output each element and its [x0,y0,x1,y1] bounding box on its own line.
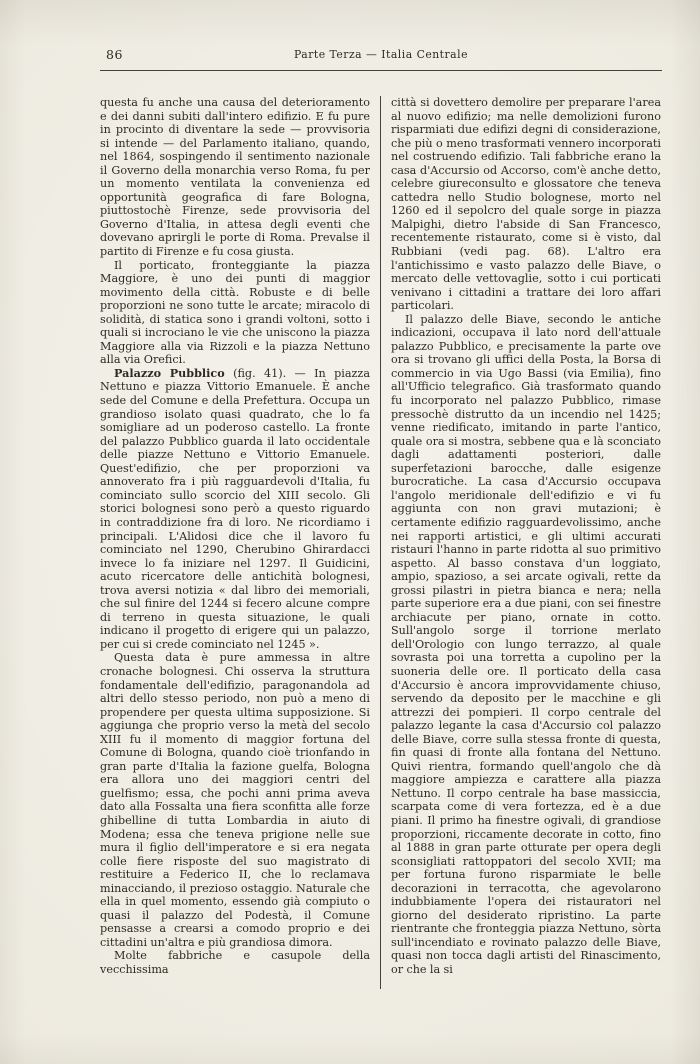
paragraph-bold-lead: Palazzo Pubblico [114,365,225,380]
paragraph: Questa data è pure ammessa in altre cronache bolognesi. Chi osserva la struttura fondamentale dell'edifizio, paragonandola ad altri dello stesso periodo, non può a meno di propendere per questa ultima supposizione. Si aggiunga che proprio verso la metà del secolo XIII fu il momento di maggior fortuna del Comune di Bologna, quando cioè trionfando in gran parte d'Italia la fazione guelfa, Bologna era allora uno dei maggiori centri del guelfismo; essa, che pochi anni prima aveva dato alla Fossalta una fiera sconfitta alle forze ghibelline di tutta Lombardia in aiuto di Modena; essa che teneva prigione nelle sue mura il figlio dell'imperatore e si era negata colle fiere risposte del suo magistrato di restituire a Federico II, che lo reclamava minacciando, il prezioso ostaggio. Naturale che ella in quel momento, essendo già compiuto o quasi il palazzo del Podestà, il Comune pensasse a crearsi a comodo proprio e dei cittadini un'altra e più grandiosa dimora. [100,651,370,949]
paragraph: Palazzo Pubblico (fig. 41). — In piazza Nettuno e piazza Vittorio Emanuele. È anche sede del Comune e della Prefettura. Occupa un grandioso isolato quasi quadrato, che lo fa somigliare ad un poderoso castello. La fronte del palazzo Pubblico guarda il lato occidentale delle piazze Nettuno e Vittorio Emanuele. Quest'edifizio, che per proporzioni va annoverato fra i più ragguardevoli d'Italia, fu cominciato sullo scorcio del XIII secolo. Gli storici bolognesi sono però a questo riguardo in contraddizione fra di loro. Ne ricordiamo i principali. L'Alidosi dice che il lavoro fu cominciato nel 1290, Cherubino Ghirardacci invece lo fa iniziare nel 1297. Il Guidicini, acuto ricercatore delle antichità bolognesi, trova aversi notizia « dal libro dei memoriali, che sul finire del 1244 si fecero alcune compre di terreno in questa situazione, le quali indicano il progetto di erigere qui un palazzo, per cui si crede cominciato nel 1245 ». [100,365,370,651]
text-block [100,46,662,989]
header-rule [100,70,662,71]
paragraph: Molte fabbriche e casupole della vecchissima [100,949,370,976]
paragraph: questa fu anche una causa del deterioramento e dei danni subiti dall'intero edifizio. E fu pure in procinto di diventare la sede — provvisoria si intende — del Parlamento italiano, quando, nel 1864, sospingendo il sentimento nazionale il Governo della monarchia verso Roma, fu per un momento ventilata la convenienza ed opportunità geografica di fare Bologna, piuttostochè Firenze, sede provvisoria del Governo d'Italia, in attesa degli eventi che dovevano aprirgli le porte di Roma. Prevalse il partito di Firenze e fu cosa giusta. [100,96,370,259]
left-column [100,96,370,989]
right-column [391,96,661,989]
running-title: Parte Terza — Italia Centrale [294,48,468,61]
page-number: 86 [106,47,124,62]
running-head [100,46,662,63]
two-column-layout [100,96,662,989]
paragraph: Il palazzo delle Biave, secondo le antiche indicazioni, occupava il lato nord dell'attuale palazzo Pubblico, e precisamente la parte ove ora si trovano gli uffici della Posta, la Borsa di commercio in via Ugo Bassi (via Emilia), fino all'Ufficio telegrafico. Già trasformato quando fu incorporato nel palazzo Pubblico, rimase pressochè distrutto da un incendio nel 1425; venne riedificato, imitando in parte l'antico, quale ora si mostra, sebbene qua e là sconciato dagli adattamenti posteriori, dalle superfetazioni barocche, dalle esigenze burocratiche. La casa d'Accursio occupava l'angolo meridionale dell'edifizio e vi fu aggiunta con non gravi mutazioni; è certamente edifizio ragguardevolissimo, anche nei rapporti artistici, e gli ultimi accurati ristauri l'hanno in parte ridotta al suo primitivo aspetto. Al basso constava d'un loggiato, ampio, spazioso, a sei arcate ogivali, rette da grossi pilastri in pietra bianca e nera; nella parte superiore era a due piani, con sei finestre archiacute per piano, ornate in cotto. Sull'angolo sorge il torrione merlato dell'Orologio con lungo terrazzo, al quale sovrasta poi una torretta a cupolino per la suoneria delle ore. Il porticato della casa d'Accursio è ancora improvvidamente chiuso, servendo da deposito per le macchine e gli attrezzi dei pompieri. Il corpo centrale del palazzo legante la casa d'Accursio col palazzo delle Biave, corre sulla stessa fronte di questa, fin quasi di fronte alla fontana del Nettuno. Quivi rientra, formando quell'angolo che dà maggiore ampiezza e carattere alla piazza Nettuno. Il corpo centrale ha base massiccia, scarpata come di vera fortezza, ed è a due piani. Il primo ha finestre ogivali, di grandiose proporzioni, riccamente decorate in cotto, fino al 1888 in gran parte otturate per opera degli sconsigliati rattoppatori del secolo XVII; ma per fortuna furono risparmiate le belle decorazioni in terracotta, che agevolarono indubbiamente l'opera dei ristauratori nel giorno del desiderato ripristino. La parte rientrante che fronteggia piazza Nettuno, sòrta sull'incendiato e rovinato palazzo delle Biave, quasi non tocca dagli artisti del Rinascimento, or che la si [391,312,661,976]
column-divider [380,96,381,989]
paragraph: città si dovettero demolire per preparare l'area al nuovo edifizio; ma nelle demolizioni furono risparmiati due edifizi degni di considerazione, che più o meno trasformati vennero incorporati nel costruendo edifizio. Tali fabbriche erano la casa d'Accursio od Accorso, com'è anche detto, celebre giureconsulto e glossatore che teneva cattedra nello Studio bolognese, morto nel 1260 ed il sepolcro del quale sorge in piazza Malpighi, dietro l'abside di San Francesco, recentemente ristaurato, come si è visto, dal Rubbiani (vedi pag. 68). L'altro era l'antichissimo e vasto palazzo delle Biave, o mercato delle vettovaglie, sotto i cui porticati venivano i cittadini a trattare dei loro affari particolari. [391,96,661,313]
paragraph: Il porticato, fronteggiante la piazza Maggiore, è uno dei punti di maggior movimento della città. Robuste e di belle proporzioni ne sono tutte le arcate; miracolo di solidità, di statica sono i grandi voltoni, sotto i quali si incrociano le vie che uniscono la piazza Maggiore alla via Rizzoli e la piazza Nettuno alla via Orefici. [100,258,370,367]
